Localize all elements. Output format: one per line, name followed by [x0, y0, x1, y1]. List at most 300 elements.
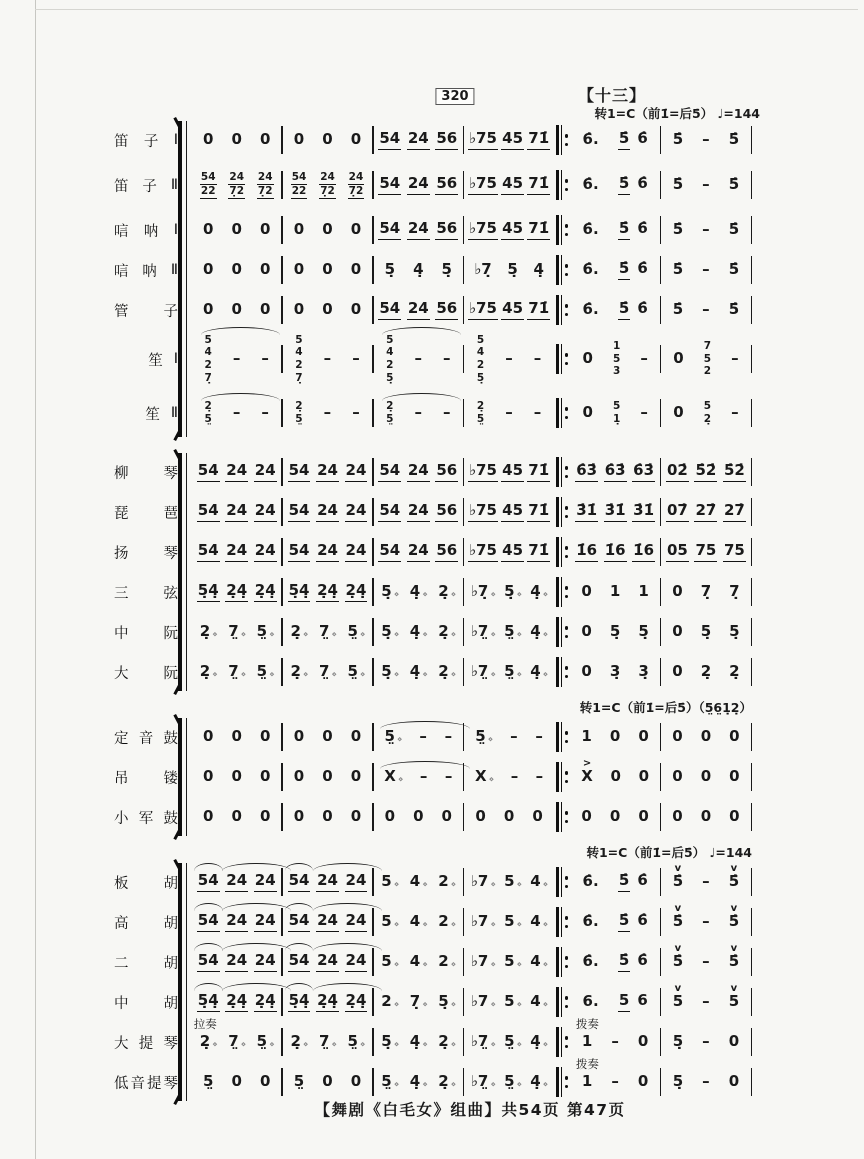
measure	[374, 388, 463, 438]
note-cell: 0	[350, 299, 362, 318]
note-cell: 54	[196, 462, 221, 481]
label-char: 低	[114, 1075, 129, 1092]
measure	[283, 330, 372, 388]
measure	[283, 902, 372, 942]
repeat-sign	[556, 867, 569, 897]
measure	[570, 492, 659, 532]
note-cell: 0	[672, 806, 683, 825]
beamed-pair: 5̇ 6̇	[618, 260, 649, 279]
label-char: 呐	[142, 263, 157, 280]
tremolo-diamond: ⋄	[240, 629, 247, 640]
note-cell: 0	[673, 348, 684, 367]
note-cell: 7̤ ⋄	[228, 661, 247, 680]
measure-system	[192, 757, 752, 797]
note-cell: 56	[434, 130, 459, 149]
measure-system	[192, 160, 752, 210]
measure	[374, 717, 463, 757]
note-cell: 0	[293, 766, 305, 785]
note-cell: ♭75	[467, 130, 499, 149]
label-char: 笙	[148, 352, 163, 369]
measure	[570, 210, 659, 250]
instrument-label	[114, 260, 178, 281]
tremolo-diamond: ⋄	[450, 669, 457, 680]
tremolo-diamond: ⋄	[331, 629, 338, 640]
note-cell: 54	[287, 542, 312, 561]
measure	[464, 492, 553, 532]
tremolo-diamond: ⋄	[212, 629, 218, 640]
note-cell: 2̣ ⋄	[199, 661, 218, 680]
chord-stack: 5 2̣	[703, 400, 712, 425]
tremolo-diamond: ⋄	[542, 879, 549, 890]
note-cell: –	[261, 348, 269, 367]
articulation-mark: v	[674, 982, 682, 994]
instrument-label	[114, 175, 178, 196]
measure	[374, 572, 463, 612]
note-cell: 71̇	[526, 542, 551, 561]
measure	[374, 452, 463, 492]
tremolo-diamond: ⋄	[422, 629, 428, 640]
measure-system	[192, 492, 752, 532]
measure	[464, 290, 553, 330]
tremolo-diamond: ⋄	[212, 669, 218, 680]
note-cell: 2 ⋄	[438, 951, 457, 970]
measure	[661, 652, 750, 692]
measure	[570, 250, 659, 290]
note-cell	[617, 952, 650, 971]
tremolo-diamond: ⋄	[393, 1079, 400, 1090]
note-cell: 24	[315, 502, 340, 521]
note-cell: 75	[722, 542, 747, 561]
note-cell: 2̣4̣	[224, 992, 249, 1011]
note-cell: X ⋄	[384, 766, 404, 785]
note-cell	[617, 992, 650, 1011]
note-cell: 45	[500, 130, 525, 149]
note-cell: 0	[582, 348, 593, 367]
label-char: 琴	[163, 465, 178, 482]
note-cell: 5̇ v	[728, 862, 740, 890]
note-cell: 45	[500, 502, 525, 521]
tremolo-diamond: ⋄	[516, 669, 523, 680]
note-cell: 6̇.	[582, 871, 599, 890]
note-cell: ♭7 ⋄	[470, 951, 497, 970]
note-cell: 0	[231, 129, 242, 148]
tremolo-diamond: ⋄	[212, 1039, 218, 1050]
note-cell: –	[702, 951, 710, 970]
measure	[661, 1062, 750, 1102]
note-cell: 24	[344, 872, 369, 891]
note-cell: 5̣ ⋄	[381, 1031, 400, 1050]
label-char: 子	[143, 133, 159, 150]
instrument-label	[114, 462, 178, 483]
note-cell: 2̣ ⋄	[199, 621, 218, 640]
articulation-mark: v	[730, 862, 738, 874]
note-cell: 05	[665, 542, 690, 561]
note-cell: 2̣ ⋄	[290, 621, 309, 640]
measure-system	[192, 717, 752, 757]
note-cell: 5̣	[441, 259, 452, 278]
note-cell: 1 拨奏	[575, 1057, 599, 1090]
label-char: 笙	[145, 406, 160, 423]
tremolo-diamond: ⋄	[422, 1039, 428, 1050]
tremolo-diamond: ⋄	[393, 589, 400, 600]
note-cell: –	[702, 129, 710, 148]
note-cell: –	[510, 766, 519, 785]
chord-stack: 2̣ 5̤	[295, 400, 303, 425]
note-cell: 0	[259, 766, 271, 785]
note-cell: 5̣	[638, 621, 649, 640]
note-cell: 7̤ ⋄	[228, 621, 247, 640]
measure	[374, 330, 463, 388]
measure	[570, 120, 659, 160]
note-cell: –	[444, 766, 453, 785]
label-char: 三	[114, 585, 129, 602]
note-cell: 45	[500, 462, 525, 481]
instrument-label	[114, 502, 178, 523]
note-cell: 56	[434, 175, 459, 194]
note-cell	[702, 340, 713, 378]
tremolo-diamond: ⋄	[422, 919, 428, 930]
measure	[464, 797, 553, 837]
note-cell: 0	[350, 219, 362, 238]
note-cell: 0	[231, 219, 242, 238]
chord-stack: 24 7̣2	[320, 171, 335, 197]
label-char: Ⅱ	[170, 405, 178, 421]
note-cell	[611, 340, 622, 378]
instrument-label	[114, 662, 178, 683]
tremolo-diamond: ⋄	[487, 734, 494, 745]
note-cell: 54	[287, 462, 312, 481]
measure	[192, 982, 281, 1022]
measure	[192, 717, 281, 757]
note-cell: 24	[224, 462, 249, 481]
note-cell: 2 ⋄	[438, 871, 457, 890]
tremolo-diamond: ⋄	[450, 919, 457, 930]
label-char: 笛	[114, 133, 129, 150]
tremolo-diamond: ⋄	[488, 774, 495, 785]
label-char: 音	[130, 1075, 145, 1092]
note-cell: 02̇	[665, 462, 690, 481]
note-cell: 4 ⋄	[409, 951, 428, 970]
note-cell: 5̣	[700, 621, 712, 640]
note-cell: 2̣ ⋄	[290, 1031, 309, 1050]
note-cell: 0	[259, 129, 271, 148]
label-char: 子	[163, 303, 178, 320]
tremolo-diamond: ⋄	[359, 629, 366, 640]
note-cell: 0	[203, 129, 214, 148]
measure-system	[192, 902, 752, 942]
measure	[661, 612, 750, 652]
tremolo-diamond: ⋄	[450, 999, 457, 1010]
label-char: 板	[114, 875, 129, 892]
instrument-group	[112, 120, 752, 438]
note-cell	[611, 400, 622, 425]
measure	[464, 942, 553, 982]
note-cell: –	[352, 402, 360, 421]
measure	[374, 982, 463, 1022]
note-cell: 0	[322, 726, 333, 745]
note-cell: 24	[406, 130, 431, 149]
technique-label: 拨奏	[575, 1017, 599, 1032]
note-cell: 0	[203, 806, 214, 825]
note-cell: 2̣4̣	[253, 582, 278, 601]
tremolo-diamond: ⋄	[516, 879, 523, 890]
tremolo-diamond: ⋄	[542, 919, 549, 930]
label-char: 琴	[163, 1035, 178, 1052]
note-cell: 4̣ ⋄	[409, 621, 428, 640]
note-cell: –	[505, 402, 513, 421]
barline	[751, 538, 752, 566]
note-cell: 5̤	[293, 1071, 305, 1090]
note-cell: 5̇	[672, 129, 684, 148]
measure	[374, 757, 463, 797]
repeat-sign	[556, 398, 569, 428]
note-cell: 0	[259, 219, 271, 238]
note-cell: 6̇3̇	[574, 462, 599, 481]
note-cell: 0	[322, 299, 333, 318]
label-char: 定	[114, 730, 129, 747]
measure	[570, 982, 659, 1022]
measure	[661, 1022, 750, 1062]
note-cell: 4̣ ⋄	[409, 1031, 428, 1050]
note-cell: ♭75	[467, 502, 499, 521]
tremolo-diamond: ⋄	[450, 629, 457, 640]
group-gap	[112, 438, 752, 452]
note-cell: 0	[231, 806, 242, 825]
note-cell: 5̇2̇	[722, 462, 747, 481]
note-cell: 24	[344, 952, 369, 971]
measure	[570, 652, 659, 692]
note-cell: 1	[581, 726, 592, 745]
note-cell: –	[702, 1031, 710, 1050]
note-cell: 24	[406, 502, 431, 521]
note-cell: ♭7̤ ⋄	[470, 1031, 497, 1050]
label-char: 琵	[114, 505, 129, 522]
measure	[374, 290, 463, 330]
measure	[570, 942, 659, 982]
barline	[751, 458, 752, 486]
note-cell: 24	[344, 542, 369, 561]
note-cell: 5̣	[672, 1071, 684, 1090]
group-bracket	[178, 453, 182, 691]
note-cell: 4̣ ⋄	[409, 581, 428, 600]
note-cell: 3̣	[638, 661, 649, 680]
note-cell: 0	[231, 726, 242, 745]
tremolo-diamond: ⋄	[422, 999, 428, 1010]
note-cell: 5̇ v	[672, 862, 684, 890]
note-cell: 0	[322, 806, 333, 825]
label-char: 音	[138, 730, 154, 747]
note-cell: 2̣4̣	[315, 992, 340, 1011]
repeat-sign	[556, 947, 569, 977]
label-char: 军	[138, 810, 154, 827]
score-row	[112, 797, 752, 837]
barline	[751, 908, 752, 936]
note-cell: 71̇	[526, 220, 551, 239]
label-char: Ⅱ	[170, 262, 178, 278]
label-char: 胡	[163, 995, 178, 1012]
note-cell: 2 ⋄	[381, 991, 400, 1010]
measure	[374, 612, 463, 652]
note-cell: 24	[315, 952, 340, 971]
note-cell: 5̇	[728, 219, 740, 238]
technique-label: 拉奏	[193, 1017, 217, 1032]
measure	[283, 572, 372, 612]
note-cell: X >	[581, 757, 593, 785]
note-cell: 24	[406, 462, 431, 481]
label-char: 胡	[163, 955, 178, 972]
note-cell: 0	[729, 726, 740, 745]
note-cell: 5̣	[609, 621, 621, 640]
note-cell: 54	[377, 130, 402, 149]
group-bracket	[178, 863, 182, 1101]
measure	[192, 652, 281, 692]
note-cell: 71̇	[526, 300, 551, 319]
note-cell: 0	[203, 219, 214, 238]
note-cell: 24	[253, 912, 278, 931]
note-cell: 0	[728, 1031, 740, 1050]
repeat-sign	[556, 802, 569, 832]
tremolo-diamond: ⋄	[516, 919, 523, 930]
note-cell: 5̣4̣	[287, 582, 312, 601]
measure	[374, 120, 463, 160]
note-cell: 5̤ ⋄	[381, 1071, 400, 1090]
chord-stack: 5 4 2 7̣	[204, 333, 212, 384]
label-char: 阮	[163, 665, 178, 682]
note-cell: –	[232, 402, 241, 421]
label-char: Ⅰ	[173, 222, 178, 238]
measure	[283, 492, 372, 532]
measure	[374, 652, 463, 692]
measure-system	[192, 250, 752, 290]
note-cell: 24	[253, 542, 278, 561]
note-cell: 4̣ ⋄	[409, 1071, 428, 1090]
barline	[751, 618, 752, 646]
note-cell: 24	[224, 952, 249, 971]
note-cell: 54	[377, 220, 402, 239]
measure	[283, 612, 372, 652]
note-cell: 56	[434, 220, 459, 239]
note-cell: 6̇3̇	[631, 462, 656, 481]
note-cell: 2̣ ⋄	[290, 661, 309, 680]
instrument-label	[114, 1072, 178, 1093]
note-cell: 4 ⋄	[530, 991, 549, 1010]
chord-stack: 5 4 2 5̣	[476, 333, 485, 384]
measure	[192, 797, 281, 837]
note-cell: 54	[196, 502, 221, 521]
chord-stack: 24 7̣2	[348, 171, 364, 197]
measure	[661, 120, 750, 160]
note-cell: 5 ⋄	[504, 951, 523, 970]
note-cell: 5̇	[672, 299, 684, 318]
tremolo-diamond: ⋄	[490, 919, 497, 930]
note-cell: 5 ⋄	[504, 911, 523, 930]
note-cell: 5̤ ⋄	[347, 1031, 366, 1050]
note-cell: 5̇	[728, 129, 740, 148]
note-cell: 45	[500, 300, 525, 319]
note-cell: 0	[672, 581, 683, 600]
tremolo-diamond: ⋄	[393, 959, 400, 970]
note-cell	[702, 400, 713, 425]
note-cell: 54	[287, 872, 312, 891]
note-cell: 24	[315, 872, 340, 891]
chord-stack: 24 7̣2	[257, 171, 273, 197]
note-cell: 56	[434, 502, 459, 521]
instrument-label	[114, 767, 178, 788]
articulation-mark: v	[730, 982, 738, 994]
note-cell	[293, 400, 304, 425]
measure	[464, 902, 553, 942]
note-cell: 6̇3̇	[603, 462, 628, 481]
chord-stack: 54 22	[200, 171, 216, 197]
note-cell: –	[611, 1031, 619, 1050]
tremolo-diamond: ⋄	[393, 919, 400, 930]
repeat-sign	[556, 125, 569, 155]
note-cell: 0	[322, 766, 333, 785]
instrument-label	[114, 952, 178, 973]
measure	[464, 160, 553, 210]
tremolo-diamond: ⋄	[516, 999, 523, 1010]
note-cell: 5̤ ⋄	[504, 1031, 523, 1050]
note-cell: ♭75	[467, 300, 499, 319]
measure-system	[192, 862, 752, 902]
note-cell: 0	[384, 806, 396, 825]
measure	[283, 1062, 372, 1102]
note-cell: 5̤ ⋄	[256, 621, 275, 640]
note-cell: ♭75	[467, 542, 499, 561]
note-cell: 54	[377, 300, 402, 319]
note-cell: 54	[196, 872, 221, 891]
measure	[192, 612, 281, 652]
note-cell: 54	[377, 175, 402, 194]
note-cell: 2̣ ⋄	[438, 661, 457, 680]
measure	[570, 330, 659, 388]
note-cell	[203, 334, 214, 384]
chord-stack: 2̣ 5̤	[386, 400, 394, 425]
measure-system	[192, 572, 752, 612]
measure	[661, 902, 750, 942]
note-cell: 75	[693, 542, 718, 561]
measure	[570, 797, 659, 837]
instrument-label	[114, 220, 178, 241]
measure	[192, 160, 281, 210]
note-cell: 0	[203, 766, 214, 785]
repeat-sign	[556, 1067, 569, 1097]
note-cell: 1	[609, 581, 621, 600]
note-cell: 4̣ ⋄	[530, 581, 549, 600]
note-cell: 24	[344, 502, 369, 521]
note-cell: 2 ⋄	[438, 911, 457, 930]
barline	[751, 256, 752, 284]
note-cell: 0	[293, 219, 305, 238]
tremolo-diamond: ⋄	[269, 669, 275, 680]
chord-stack: 5 4 2 5̣	[386, 333, 394, 384]
measure	[661, 862, 750, 902]
label-char: 唁	[114, 263, 129, 280]
measure	[464, 532, 553, 572]
note-cell: 0	[350, 1071, 362, 1090]
label-char: 小	[114, 810, 129, 827]
note-cell: –	[414, 402, 422, 421]
tremolo-diamond: ⋄	[422, 669, 428, 680]
note-cell: 5̇	[728, 259, 740, 278]
note-cell	[617, 912, 650, 931]
note-cell: 5̤ ⋄	[384, 726, 403, 745]
note-cell: 0	[203, 726, 214, 745]
note-cell: 0	[672, 621, 683, 640]
measure	[192, 942, 281, 982]
note-cell: 3̇1̇	[574, 502, 599, 521]
note-cell: 5̣	[672, 1031, 684, 1050]
